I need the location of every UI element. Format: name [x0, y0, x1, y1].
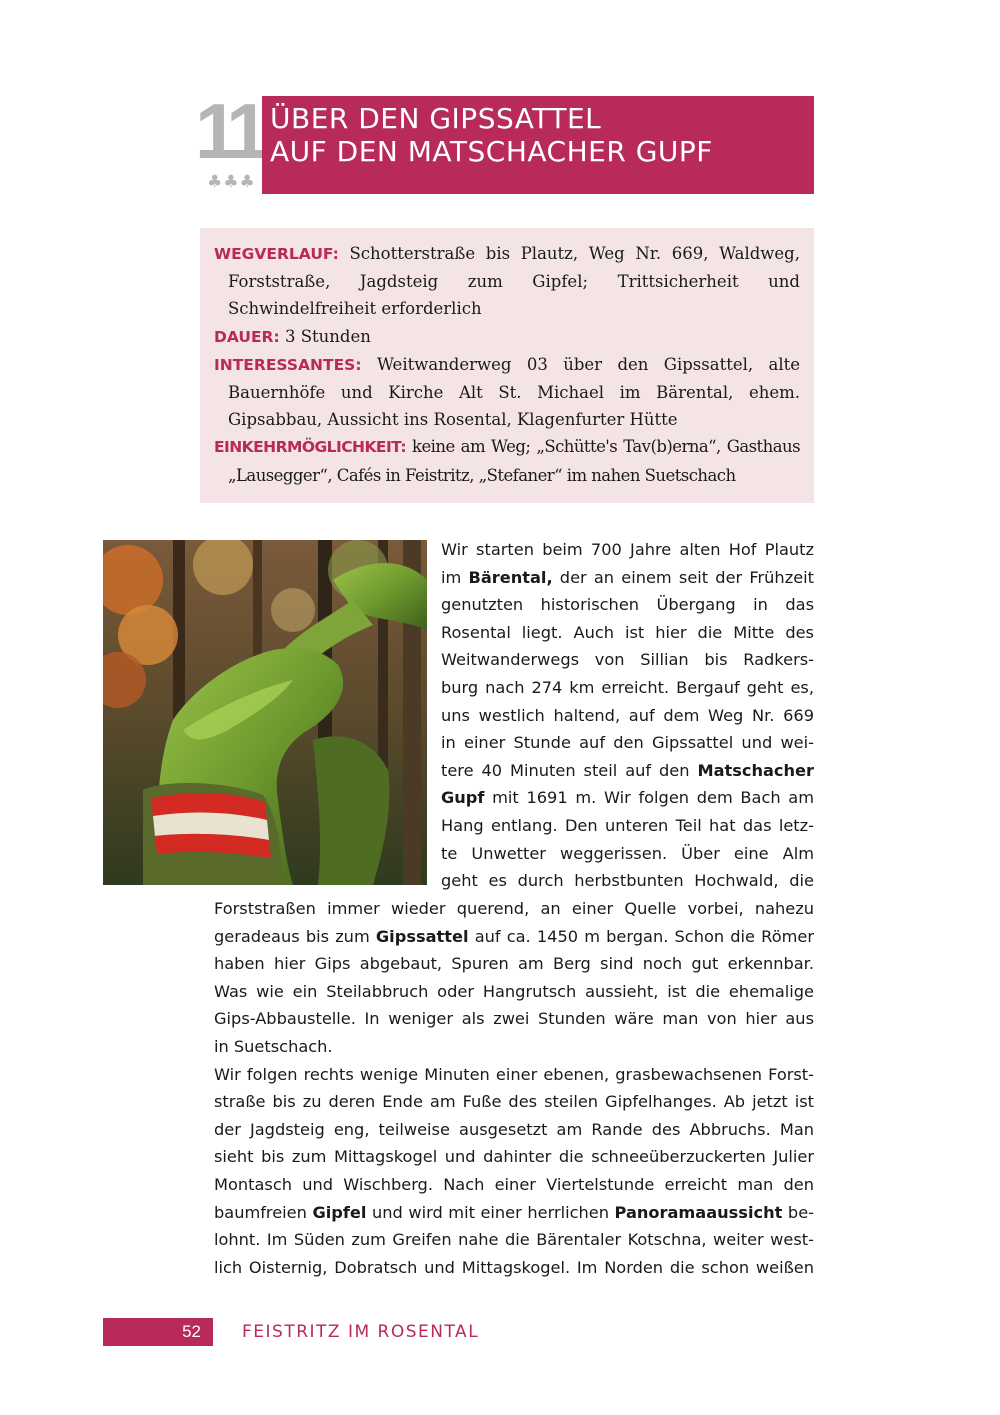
text-line: geht es durch herbstbunten Hochwald, die	[441, 871, 814, 891]
title-line-1: ÜBER DEN GIPSSATTEL	[270, 102, 602, 135]
difficulty-icons: ♣♣♣	[207, 172, 256, 192]
info-content	[214, 240, 800, 489]
text-line: Hang entlang. Den unteren Teil hat das letz-	[441, 815, 814, 835]
stop-label: EINKEHRMÖGLICHKEIT:	[214, 438, 406, 457]
route-text: Schotterstraße bis Plautz, Weg Nr. 669, Waldweg, Forststraße, Jagdsteig zum Gipfel; Trittsicherheit und Schwindelfreiheit erforderlich	[228, 244, 800, 319]
page-number: 52	[182, 1322, 201, 1341]
text-line: lohnt. Im Süden zum Greifen nahe die Bärentaler Kotschna, weiter west-	[214, 1230, 814, 1250]
text-line: im Bärental, der an einem seit der Frühzeit	[441, 567, 814, 587]
title-line-2: AUF DEN MATSCHACHER GUPF	[270, 135, 713, 168]
text-line: Was wie ein Steilabbruch oder Hangrutsch aussieht, ist die ehemalige	[214, 981, 814, 1001]
body-text-column	[441, 536, 814, 895]
info-route	[214, 240, 800, 323]
text-line: Montasch und Wischberg. Nach einer Viertelstunde erreicht man den	[214, 1174, 814, 1194]
text-line: tere 40 Minuten steil auf den Matschacher	[441, 760, 815, 780]
highlight-gipssattel: Gipssattel	[375, 926, 469, 946]
text-line: in einer Stunde auf den Gipssattel und wei-	[441, 733, 814, 753]
text-line: lich Oisternig, Dobratsch und Mittagskogel. Im Norden die schon weißen	[214, 1257, 814, 1277]
highlight-baerental: Bärental,	[468, 567, 553, 587]
text-line: Forststraßen immer wieder querend, an einer Quelle vorbei, nahezu	[214, 899, 814, 918]
text-line: Gupf mit 1691 m. Wir folgen dem Bach am	[441, 788, 814, 808]
text-line: straße bis zu deren Ende am Fuße des steilen Gipfelhanges. Ab jetzt ist	[214, 1092, 814, 1112]
highlight-gipfel: Gipfel	[312, 1202, 367, 1222]
stop-text: keine am Weg; „Schütte's Tav(b)erna“, Gasthaus „Lausegger“, Cafés in Feistritz, „Stefaner“ im nahen Suetschach	[228, 437, 800, 485]
duration-text: 3 Stunden	[284, 326, 371, 346]
text-line: burg nach 274 km erreicht. Bergauf geht es,	[441, 677, 814, 697]
route-label: WEGVERLAUF:	[214, 245, 339, 263]
photo-mossy-trunk	[103, 540, 427, 885]
interest-text: Weitwanderweg 03 über den Gipssattel, alte Bauernhöfe und Kirche Alt St. Michael im Bärental, ehem. Gipsabbau, Aussicht ins Rosental, Klagenfurter Hütte	[228, 354, 801, 430]
highlight-matschacher: Matschacher	[697, 760, 815, 780]
text-line: Wir folgen rechts wenige Minuten einer ebenen, grasbewachsenen Forst-	[214, 1064, 814, 1084]
photo-illustration	[103, 540, 427, 885]
info-interest	[214, 351, 800, 434]
text-line: haben hier Gips abgebaut, Spuren am Berg sind noch gut erkennbar.	[214, 954, 814, 974]
info-stop	[214, 433, 800, 488]
text-line: geradeaus bis zum Gipssattel auf ca. 1450 m bergan. Schon die Römer	[214, 926, 814, 946]
text-line: uns westlich haltend, auf dem Weg Nr. 669	[441, 705, 814, 725]
duration-label: DAUER:	[214, 327, 280, 346]
text-line: Gips-Abbaustelle. In weniger als zwei Stunden wäre man von hier aus	[214, 1009, 814, 1029]
interest-label: INTERESSANTES:	[214, 355, 362, 374]
tour-number: 11	[195, 87, 262, 175]
page-number-bar	[103, 1318, 213, 1346]
highlight-panorama: Panoramaaussicht	[614, 1202, 783, 1222]
section-title: FEISTRITZ IM ROSENTAL	[242, 1322, 480, 1342]
text-line: Weitwanderwegs von Sillian bis Radkers-	[441, 650, 814, 670]
text-line: in Suetschach.	[214, 1036, 333, 1056]
text-line: te Unwetter weggerissen. Über eine Alm	[441, 843, 814, 863]
body-text-full	[214, 895, 814, 1281]
highlight-gupf: Gupf	[441, 788, 485, 808]
title-bar	[262, 96, 814, 194]
text-line: der Jagdsteig eng, teilweise ausgesetzt am Rande des Abbruchs. Man	[214, 1119, 814, 1139]
text-line: baumfreien Gipfel und wird mit einer herrlichen Panoramaaussicht be-	[214, 1202, 814, 1222]
text-line: Wir starten beim 700 Jahre alten Hof Plautz	[441, 540, 814, 559]
page-title	[270, 102, 713, 168]
info-duration	[214, 323, 800, 351]
text-line: genutzten historischen Übergang in das	[441, 595, 814, 615]
text-line: Rosental liegt. Auch ist hier die Mitte des	[441, 622, 814, 642]
text-line: sieht bis zum Mittagskogel und dahinter die schneeüberzuckerten Julier	[214, 1147, 814, 1167]
